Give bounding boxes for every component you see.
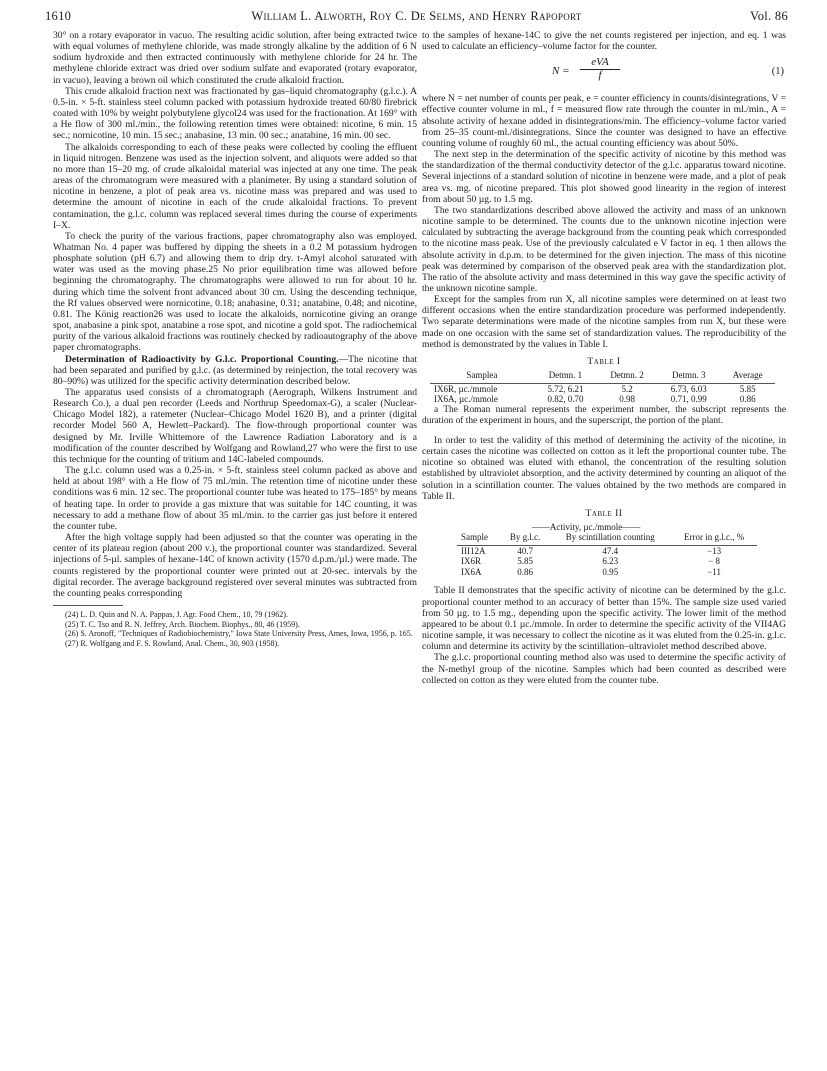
reference-item: (24) L. D. Quin and N. A. Pappas, J. Agr. Food Chem., 10, 79 (1962). <box>65 609 288 619</box>
table-cell: 5.85 <box>739 383 756 394</box>
equation-fraction <box>580 57 620 81</box>
table-cell: −11 <box>707 566 721 577</box>
table-cell: 6.73, 6.03 <box>670 383 707 394</box>
table-cell: III12A <box>461 545 486 556</box>
reference-item: (27) R. Wolfgang and F. S. Rowland, Anal. Chem., 30, 903 (1958). <box>65 638 280 648</box>
page-number: 1610 <box>45 9 72 23</box>
table-header-cell: Error in g.l.c., % <box>671 532 757 545</box>
paragraph: The alkaloids corresponding to each of these peaks were collected by cooling the effluent in liquid nitrogen. Benzene was used as the injection solvent, and aliquots were added so that no more than 15–20 mg. of crude alkaloidal material was injected at any one time. The peak areas of the chromatogram were measured with a planimeter. By using a standard solution of nicotine in benzene, a plot of peak area vs. nicotine mass was prepared and was used to determine the amount of nicotine in each of the crude alkaloidal fractions. To prevent contamination, the g.l.c. column was replaced several times during the course of experiments I–X. <box>53 141 417 231</box>
paragraph-text: —The nicotine that had been separated and purified by g.l.c. (as determined by reinjection, the total recovery was 80–90%) was utilized for the specific activity determination described below. <box>53 353 417 387</box>
table-header-cell: By g.l.c. <box>501 532 549 545</box>
paragraph: In order to test the validity of this method of determining the activity of the nicotine, in certain cases the nicotine was collected on cotton as it left the proportional counter tube. The nicotine so obtained was eluted with ethanol, the concentration of the resulting solution established by ultraviolet absorption, and the activity determined by counting an aliquot of the solution in a scintillation counter. The values obtained by the two methods are compared in Table II. <box>422 434 786 502</box>
table-cell-empty <box>671 522 757 533</box>
running-header <box>45 9 788 25</box>
table-cell-empty <box>457 522 501 533</box>
table-cell: −13 <box>707 545 722 556</box>
table-group-header-row <box>457 522 757 533</box>
paragraph: To check the purity of the various fractions, paper chromatography also was employed. Whatman No. 4 paper was buffered by dipping the sheets in a 0.2 M potassium hydrogen phosphate solution (pH 6.7) and allowing them to drip dry. t-Amyl alcohol saturated with water was used as the moving phase.25 No prior equilibration time was allowed before beginning the chromatography. The chromatographs were allowed to run for about 10 hr. during which time the solvent front advanced about 30 cm. Using the descending technique, the Rf values observed were nornicotine, 0.18; anabasine, 0.31; anatabine, 0.48; and nicotine, 0.81. The König reaction26 was used to locate the alkaloids, nornicotine giving an orange spot, anabasine a pink spot, anatabine a rose spot, and nicotine a gold spot. The radiochemical purity of the various alkaloid fractions was routinely checked by radioautography of the above paper chromatographs. <box>53 230 417 354</box>
equation-numerator: eVA <box>580 57 620 70</box>
table-header-cell: By scintillation counting <box>549 532 671 545</box>
table-group-header: ——Activity, µc./mmole—— <box>531 521 641 532</box>
table-header-row <box>457 532 757 545</box>
table-row <box>457 556 757 567</box>
reference-item: (26) S. Aronoff, "Techniques of Radiobiochemistry," Iowa State University Press, Ames, Iowa, 1956, p. 165. <box>65 629 413 639</box>
table-cell: − 8 <box>708 556 721 567</box>
table-cell: IX6A, µc./mmole <box>434 394 498 405</box>
table-1-footnote: a The Roman numeral represents the experiment number, the subscript represents the duration of the experiment in hours, and the superscript, the portion of the plant. <box>422 404 786 426</box>
equation-lhs: N = <box>552 65 570 78</box>
paragraph: where N = net number of counts per peak, e = counter efficiency in counts/disintegrations, V = effective counter volume in ml., f = measured flow rate through the counter in ml./min., A = absolute activity of hexane added in disintegrations/min. The efficiency–volume factor varied from 25–35 count-ml./disintegrations. Since the counter was designed to have an effective counting volume of roughly 60 ml., the actual counting efficiency was about 50%. <box>422 93 786 149</box>
table-cell: 5.2 <box>621 383 633 394</box>
left-column <box>53 30 417 648</box>
section-paragraph <box>53 354 417 387</box>
table-cell: IX6A <box>461 566 482 577</box>
paragraph: 30° on a rotary evaporator in vacuo. The resulting acidic solution, after being extracted twice with equal volumes of methylene chloride, was made strongly alkaline by the addition of 6 N sodium hydroxide and then extracted continuously with methylene chloride for 24 hr. The methylene chloride extract was dried over sodium sulfate and evaporated (rotary evaporator, in vacuo), leaving a brown oil which constituted the crude alkaloid fraction. <box>53 30 417 86</box>
table-header-cell: Detmn. 3 <box>657 370 720 383</box>
paragraph: This crude alkaloid fraction next was fractionated by gas–liquid chromatography (g.l.c.). A 0.5-in. × 5-ft. stainless steel column packed with potassium hydroxide treated 60/80 firebrick coated with 10% by weight polybutylene glycol24 was used for the fractionation. At 169° with a He flow of 300 ml./min., the following retention times were obtained: nicotine, 6 min. 15 sec.; nornicotine, 10 min. 15 sec.; anabasine, 13 min. 00 sec.; anatabine, 16 min. 00 sec. <box>53 85 417 142</box>
footnote-divider <box>53 605 123 606</box>
paragraph: The g.l.c. column used was a 0.25-in. × 5-ft. stainless steel column packed as above and held at about 198° with a He flow of 75 ml./min. The retention time of nicotine under these conditions was 6 min. 12 sec. The proportional counter tube was heated to 175–185° by means of heating tape. In order to provide a gas mixture that was suitable for 14C counting, it was necessary to add a methane flow of about 35 ml./min. to the carrier gas just before it entered the counter tube. <box>53 465 417 532</box>
table-row <box>457 545 757 556</box>
running-title: William L. Alworth, Roy C. De Selms, and Henry Rapoport <box>251 9 582 23</box>
table-2 <box>457 522 757 578</box>
table-cell: 40.7 <box>517 545 534 556</box>
table-header-cell: Samplea <box>430 370 534 383</box>
table-header-cell: Detmn. 2 <box>597 370 657 383</box>
paragraph: The next step in the determination of the specific activity of nicotine by this method was the standardization of the thermal conductivity detector of the g.l.c. apparatus toward nicotine. Several injections of a standard solution of nicotine in benzene were made, and a plot of peak area vs. mg. of nicotine prepared. This plot showed good linearity in the region of interest from about 50 µg. to 1.5 mg. <box>422 149 786 205</box>
table-2-caption: Table II <box>585 507 623 519</box>
table-cell: 0.86 <box>517 566 534 577</box>
table-cell: IX6R, µc./mmole <box>434 383 498 394</box>
table-cell: 0.82, 0.70 <box>547 394 584 405</box>
table-cell: 0.98 <box>619 394 635 405</box>
references <box>53 610 417 648</box>
table-cell: 0.95 <box>602 566 619 577</box>
right-column <box>422 30 786 686</box>
table-header-cell: Detmn. 1 <box>534 370 597 383</box>
table-row <box>430 383 775 394</box>
reference-item: (25) T. C. Tso and R. N. Jeffrey, Arch. Biochem. Biophys., 80, 46 (1959). <box>65 619 300 629</box>
section-heading: Determination of Radioactivity by G.l.c. Proportional Counting. <box>65 353 339 365</box>
table-1 <box>430 370 775 405</box>
paragraph: The g.l.c. proportional counting method also was used to determine the specific activity of the N-methyl group of the nicotine. Samples which had been counted as described were collected on cotton as they were eluted from the counter tube. <box>422 652 786 686</box>
paragraph: The two standardizations described above allowed the activity and mass of an unknown nicotine sample to be determined. The counts due to the unknown nicotine injection were calculated by subtracting the average background from the counting peak which corresponded to the nicotine mass peak. Use of the previously calculated e V factor in eq. 1 then allows the absolute activity in d.p.m. to be determined for the given injection. The mass of this nicotine peak was determined by comparison of the observed peak area with the standardization plot. The ratio of the absolute activity and mass determined in this way gave the specific activity of the unknown nicotine sample. <box>422 204 786 294</box>
paragraph: After the high voltage supply had been adjusted so that the counter was operating in the center of its plateau region (about 200 v.), the proportional counter was standardized. Several injections of 5-µl. samples of hexane-14C of known activity (1570 d.p.m./µl.) were made. The counts registered by the proportional counter were printed out at 20-sec. intervals by the digital recorder. The average background registered over several minutes was subtracted from the counting peaks corresponding <box>53 532 417 599</box>
paragraph: Except for the samples from run X, all nicotine samples were determined on at least two different occasions when the entire standardization procedure was performed independently. Two separate determinations were made of the nicotine samples from run X, but these were made on one occasion with the same set of standardization values. The reproducibility of the method is demonstrated by the values in Table I. <box>422 294 786 350</box>
table-cell: IX6R <box>461 556 481 567</box>
table-cell: 6.23 <box>602 556 619 567</box>
paragraph: The apparatus used consists of a chromatograph (Aerograph, Wilkens Instrument and Research Co.), a dual pen recorder (Leeds and Northrup Speedomax-G), a scaler (Nuclear-Chicago Model 182), a ratemeter (Nuclear–Chicago Model 1620 B), and a printer (digital recorder Model 560 A, Hewlett–Packard). The flow-through proportional counter was designed by Mr. Irville Whittemore of the Lawrence Radiation Laboratory and is a modification of the counter described by Wolfgang and Rowland,27 who were the first to use this technique for the counting of tritium and 14C-labeled compounds. <box>53 387 417 465</box>
equation-number: (1) <box>771 66 784 78</box>
table-row <box>457 567 757 578</box>
paragraph: Table II demonstrates that the specific activity of nicotine can be determined by the g.l.c. proportional counter method to an accuracy of better than 15%. The sample size used varied from 50 µg. to 1.5 mg., depending upon the specific activity. The lower limit of the method appeared to be about 0.1 µc./mmole. In order to determine the specific activity of the VII4AG nicotine sample, it was necessary to collect the nicotine as it was eluted from the 0.25-in. g.l.c. column and determine its activity by the scintillation–ultraviolet method described above. <box>422 585 786 653</box>
table-cell: 5.85 <box>517 556 534 567</box>
table-cell: 47.4 <box>602 545 619 556</box>
equation-denominator: f <box>598 69 602 82</box>
table-1-caption: Table I <box>587 355 621 367</box>
equation-1 <box>422 55 786 91</box>
table-header-cell: Average <box>720 370 775 383</box>
table-header-cell: Sample <box>457 532 501 545</box>
table-cell: 0.86 <box>739 394 756 405</box>
volume-label: Vol. 86 <box>750 9 788 23</box>
paragraph: to the samples of hexane-14C to give the net counts registered per injection, and eq. 1 was used to calculate an efficiency–volume factor for the counter. <box>422 30 786 53</box>
table-header-row <box>430 370 775 383</box>
table-row <box>430 394 775 405</box>
table-cell: 5.72, 6.21 <box>547 383 584 394</box>
table-cell: 0.71, 0.99 <box>670 394 707 405</box>
